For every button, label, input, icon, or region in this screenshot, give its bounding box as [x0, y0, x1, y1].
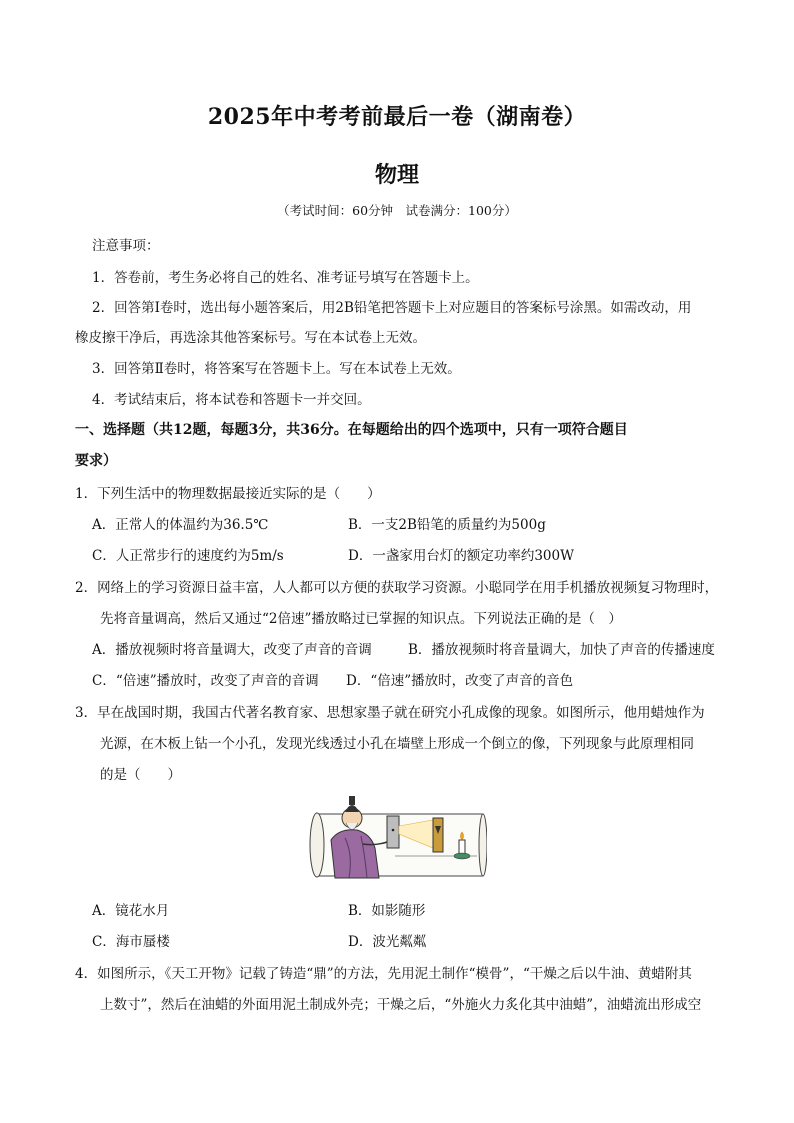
- q2-option-d: D．“倍速”播放时，改变了声音的音色: [346, 673, 574, 689]
- question-3-stem: 3．早在战国时期，我国古代著名教育家、思想家墨子就在研究小孔成像的现象。如图所示，他用蜡烛作为: [75, 705, 705, 721]
- note-item: 1．答卷前，考生务必将自己的姓名、准考证号填写在答题卡上。: [92, 270, 479, 286]
- question-3-stem-continued: 的是（ ）: [100, 767, 181, 783]
- section-heading-continued: 要求）: [75, 453, 117, 469]
- q2-option-a: A．播放视频时将音量调大，改变了声音的音调: [92, 642, 372, 658]
- note-item: 2．回答第Ⅰ卷时，选出每小题答案后，用2B铅笔把答题卡上对应题目的答案标号涂黑。如需改动，用: [92, 300, 692, 316]
- q2-option-c: C．“倍速”播放时，改变了声音的音调: [92, 673, 319, 689]
- q1-option-c: C．人正常步行的速度约为5m/s: [92, 548, 284, 564]
- question-4-stem-continued: 上数寸”，然后在油蜡的外面用泥土制成外壳；干燥之后，“外施火力炙化其中油蜡”，油蜡流出形成空: [100, 997, 702, 1013]
- q3-option-a: A．镜花水月: [92, 903, 170, 919]
- exam-info: （考试时间：60分钟 试卷满分：100分）: [277, 203, 517, 218]
- question-4-stem: 4．如图所示，《天工开物》记载了铸造“鼎”的方法，先用泥土制作“模骨”，“干燥之后以牛油、黄蜡附其: [75, 966, 692, 982]
- question-2-stem: 2．网络上的学习资源日益丰富，人人都可以方便的获取学习资源。小聪同学在用手机播放视频复习物理时，: [75, 580, 719, 596]
- q1-option-d: D．一盏家用台灯的额定功率约300W: [348, 548, 574, 564]
- pinhole-imaging-figure: [305, 790, 487, 882]
- q3-option-b: B．如影随形: [348, 903, 426, 919]
- question-2-stem-continued: 先将音量调高，然后又通过“2倍速”播放略过已掌握的知识点。下列说法正确的是（ ）: [100, 611, 622, 627]
- q1-option-a: A．正常人的体温约为36.5℃: [92, 517, 269, 533]
- note-item: 4．考试结束后，将本试卷和答题卡一并交回。: [92, 392, 371, 408]
- q1-option-b: B．一支2B铅笔的质量约为500g: [348, 517, 546, 533]
- q3-option-d: D．波光粼粼: [348, 934, 427, 950]
- q3-option-c: C．海市蜃楼: [92, 934, 170, 950]
- question-1-stem: 1．下列生活中的物理数据最接近实际的是（ ）: [75, 486, 381, 502]
- q2-option-b: B．播放视频时将音量调大，加快了声音的传播速度: [408, 642, 715, 658]
- exam-title: 2025年中考考前最后一卷（湖南卷）: [207, 104, 587, 130]
- note-item: 3．回答第Ⅱ卷时，将答案写在答题卡上。写在本试卷上无效。: [92, 361, 461, 377]
- note-item-continued: 橡皮擦干净后，再选涂其他答案标号。写在本试卷上无效。: [75, 330, 426, 346]
- mozi-pinhole-illustration: [305, 790, 487, 882]
- notes-heading: 注意事项：: [92, 238, 160, 254]
- question-3-stem-continued: 光源，在木板上钻一个小孔，发现光线透过小孔在墙壁上形成一个倒立的像，下列现象与此原理相同: [100, 736, 694, 752]
- section-heading: 一、选择题（共12题，每题3分，共36分。在每题给出的四个选项中，只有一项符合题目: [75, 422, 628, 438]
- subject-title: 物理: [374, 162, 419, 188]
